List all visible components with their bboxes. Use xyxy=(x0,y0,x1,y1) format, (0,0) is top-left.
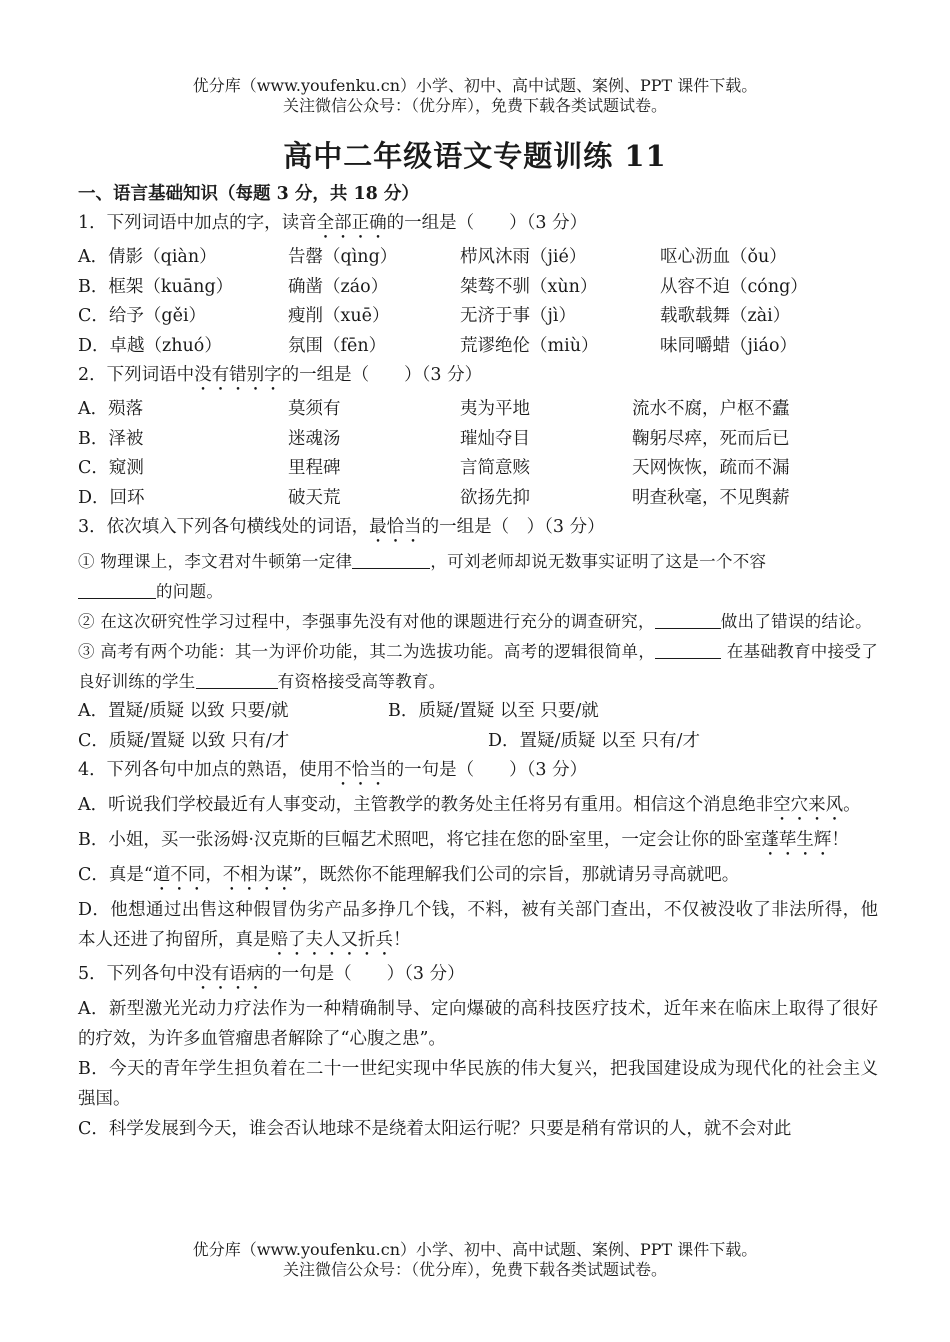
q1-option-row xyxy=(78,302,878,332)
q1-cell: 味同嚼蜡（jiáo） xyxy=(660,335,797,356)
q3-s3-part: 在基础教育中接受了良好训练的学生 xyxy=(78,642,879,691)
q1-stem-emphasis: 全部正确 xyxy=(316,213,387,233)
q2-cell: B．泽被 xyxy=(78,428,144,449)
q4-d-end: ！ xyxy=(393,930,411,950)
q2-option-row xyxy=(78,484,878,514)
q1-cell: A．倩影（qiàn） xyxy=(78,247,217,267)
q5-stem-emphasis: 没有语病 xyxy=(194,964,265,984)
q1-option-row xyxy=(78,332,878,362)
q1-cell: 栉风沐雨（jié） xyxy=(460,247,587,267)
q4-option-d xyxy=(78,895,878,960)
q3-options-row-1 xyxy=(78,697,878,727)
q1-cell: 告罄（qìng） xyxy=(288,247,398,267)
q1-cell: D．卓越（zhuó） xyxy=(78,335,222,356)
q4-b-idiom: 蓬荜生辉 xyxy=(761,830,832,850)
q5-stem-pre: 5．下列各句中 xyxy=(78,964,195,984)
q5-option-b: B．今天的青年学生担负着在二十一世纪实现中华民族的伟大复兴，把我国建设成为现代化的社会主义强国。 xyxy=(78,1059,878,1109)
q2-cell: 言简意赅 xyxy=(460,458,530,478)
q1-cell: 呕心沥血（ǒu） xyxy=(660,247,787,267)
q2-cell: 璀灿夺目 xyxy=(460,428,530,449)
q5-option-c: C．科学发展到今天，谁会否认地球不是绕着太阳运行呢？只要是稍有常识的人，就不会对此 xyxy=(78,1119,792,1139)
q2-stem-pre: 2．下列词语中 xyxy=(78,365,195,385)
q4-d-idiom: 赔了夫人又折兵 xyxy=(270,930,393,950)
q4-c-idiom: 道不同，不相为谋 xyxy=(152,865,293,885)
q3-s2-part: 做出了错误的结论。 xyxy=(720,612,872,631)
q2-option-row xyxy=(78,425,878,455)
q2-cell: C．窥测 xyxy=(78,458,144,478)
q4-stem-emphasis: 不恰当 xyxy=(334,760,387,780)
document-body xyxy=(78,180,878,1144)
q2-cell: 莫须有 xyxy=(288,399,341,419)
q2-cell: 迷魂汤 xyxy=(288,428,341,449)
q1-stem-post: 的一组是（ ）（3 分） xyxy=(386,213,588,233)
q1-cell: 桀骜不驯（xùn） xyxy=(460,276,598,297)
q4-d-text: D．他想通过出售这种假冒伪劣产品多挣几个钱，不料，被有关部门查出，不仅被没收了非法所得，他本人还进了拘留所，真是 xyxy=(78,900,878,950)
q1-cell: 荒谬绝伦（miù） xyxy=(460,335,599,356)
q4-a-idiom: 空穴来风 xyxy=(773,795,844,815)
q3-option-b: B．质疑/置疑 以至 只要/就 xyxy=(388,701,599,721)
question-3-stem xyxy=(78,513,878,547)
q5-option-a: A．新型激光光动力疗法作为一种精确制导、定向爆破的高科技医疗技术，近年来在临床上取得了很好的疗效，为许多血管瘤患者解除了“心腹之患”。 xyxy=(78,999,878,1049)
q2-option-row xyxy=(78,395,878,425)
q4-stem-post: 的一句是（ ）（3 分） xyxy=(386,760,588,780)
section-title: 一、语言基础知识（每题 3 分，共 18 分） xyxy=(78,184,419,204)
blank-line xyxy=(655,640,721,659)
q4-stem-pre: 4．下列各句中加点的熟语，使用 xyxy=(78,760,335,780)
q2-stem-emphasis: 没有错别字 xyxy=(194,365,282,385)
q3-s2-part: ② 在这次研究性学习过程中，李强事先没有对他的课题进行充分的调查研究， xyxy=(78,612,655,631)
q3-option-a: A．置疑/质疑 以致 只要/就 xyxy=(78,701,289,721)
q3-option-c: C．质疑/置疑 以致 只有/才 xyxy=(78,730,290,751)
blank-line xyxy=(196,670,278,689)
q4-option-a xyxy=(78,790,878,825)
footer-line-2: 关注微信公众号：（优分库），免费下载各类试题试卷。 xyxy=(282,1260,667,1279)
q1-stem-pre: 1．下列词语中加点的字，读音 xyxy=(78,213,317,233)
q3-s3-part: ③ 高考有两个功能：其一为评价功能，其二为选拔功能。高考的逻辑很简单， xyxy=(78,642,656,661)
q2-cell: 欲扬先抑 xyxy=(460,487,530,508)
footer-line-1: 优分库（www.youfenku.cn）小学、初中、高中试题、案例、PPT 课件下载。 xyxy=(192,1240,758,1259)
q4-a-end: 。 xyxy=(843,795,861,815)
q4-option-c xyxy=(78,860,878,895)
q2-cell: D．回环 xyxy=(78,487,145,508)
q4-b-end: ！ xyxy=(831,830,849,850)
page-footer xyxy=(0,1240,950,1280)
blank-line xyxy=(655,610,721,629)
q1-cell: C．给予（gěi） xyxy=(78,306,207,326)
q3-stem-post: 的一组是（ ）（3 分） xyxy=(421,517,605,537)
q1-cell: 无济于事（jì） xyxy=(460,306,577,326)
header-line-2: 关注微信公众号：（优分库），免费下载各类试题试卷。 xyxy=(282,96,667,115)
q2-cell: 明查秋毫，不见舆薪 xyxy=(632,487,790,508)
q4-c-text: C．真是“ xyxy=(78,865,153,885)
q2-option-row xyxy=(78,454,878,484)
q2-cell: 鞠躬尽瘁，死而后已 xyxy=(632,428,790,449)
q4-option-b xyxy=(78,825,878,860)
q1-cell: 氛围（fēn） xyxy=(288,335,387,356)
q2-cell: 里程碑 xyxy=(288,458,341,478)
q1-cell: 从容不迫（cóng） xyxy=(660,276,808,297)
q3-stem-emphasis: 最恰当 xyxy=(369,517,422,537)
q5-stem-post: 的一句是（ ）（3 分） xyxy=(264,964,465,984)
page-header xyxy=(0,76,950,116)
q3-s1-part: 的问题。 xyxy=(156,582,224,601)
q1-option-row xyxy=(78,273,878,303)
q1-cell: B．框架（kuāng） xyxy=(78,276,234,297)
q3-sentence-1 xyxy=(78,547,878,607)
q2-cell: A．殒落 xyxy=(78,399,144,419)
q3-sentence-2 xyxy=(78,607,878,637)
question-2-stem xyxy=(78,361,878,395)
q3-options-row-2 xyxy=(78,727,878,757)
blank-line xyxy=(78,580,156,599)
q2-stem-post: 的一组是（ ）（3 分） xyxy=(281,365,483,385)
q1-cell: 瘦削（xuē） xyxy=(288,306,390,326)
blank-line xyxy=(352,550,430,569)
question-1-stem xyxy=(78,209,878,243)
header-line-1: 优分库（www.youfenku.cn）小学、初中、高中试题、案例、PPT 课件下载。 xyxy=(192,76,758,95)
q1-cell: 确凿（záo） xyxy=(288,276,389,297)
q3-option-d: D．置疑/质疑 以至 只有/才 xyxy=(488,730,700,751)
q1-cell: 载歌载舞（zài） xyxy=(660,306,791,326)
page-title: 高中二年级语文专题训练 11 xyxy=(283,139,667,173)
q4-a-text: A．听说我们学校最近有人事变动，主管教学的教务处主任将另有重用。相信这个消息绝非 xyxy=(78,795,774,815)
q1-option-row xyxy=(78,243,878,273)
q3-sentence-3 xyxy=(78,637,878,697)
q2-cell: 夷为平地 xyxy=(460,399,530,419)
q3-stem-pre: 3．依次填入下列各句横线处的词语， xyxy=(78,517,370,537)
q4-b-text: B．小姐，买一张汤姆·汉克斯的巨幅艺术照吧，将它挂在您的卧室里，一定会让你的卧室 xyxy=(78,830,762,850)
question-5-stem xyxy=(78,960,878,994)
q3-s1-part: ① 物理课上，李文君对牛顿第一定律 xyxy=(78,552,353,571)
q4-c-end: ”，既然你不能理解我们公司的宗旨，那就请另寻高就吧。 xyxy=(292,865,740,885)
question-4-stem xyxy=(78,756,878,790)
q3-s1-part: ，可刘老师却说无数事实证明了这是一个不容 xyxy=(430,552,767,571)
q2-cell: 流水不腐，户枢不蠹 xyxy=(632,399,790,419)
q2-cell: 天网恢恢，疏而不漏 xyxy=(632,458,790,478)
q2-cell: 破天荒 xyxy=(288,487,341,508)
q3-s3-part: 有资格接受高等教育。 xyxy=(277,672,446,691)
